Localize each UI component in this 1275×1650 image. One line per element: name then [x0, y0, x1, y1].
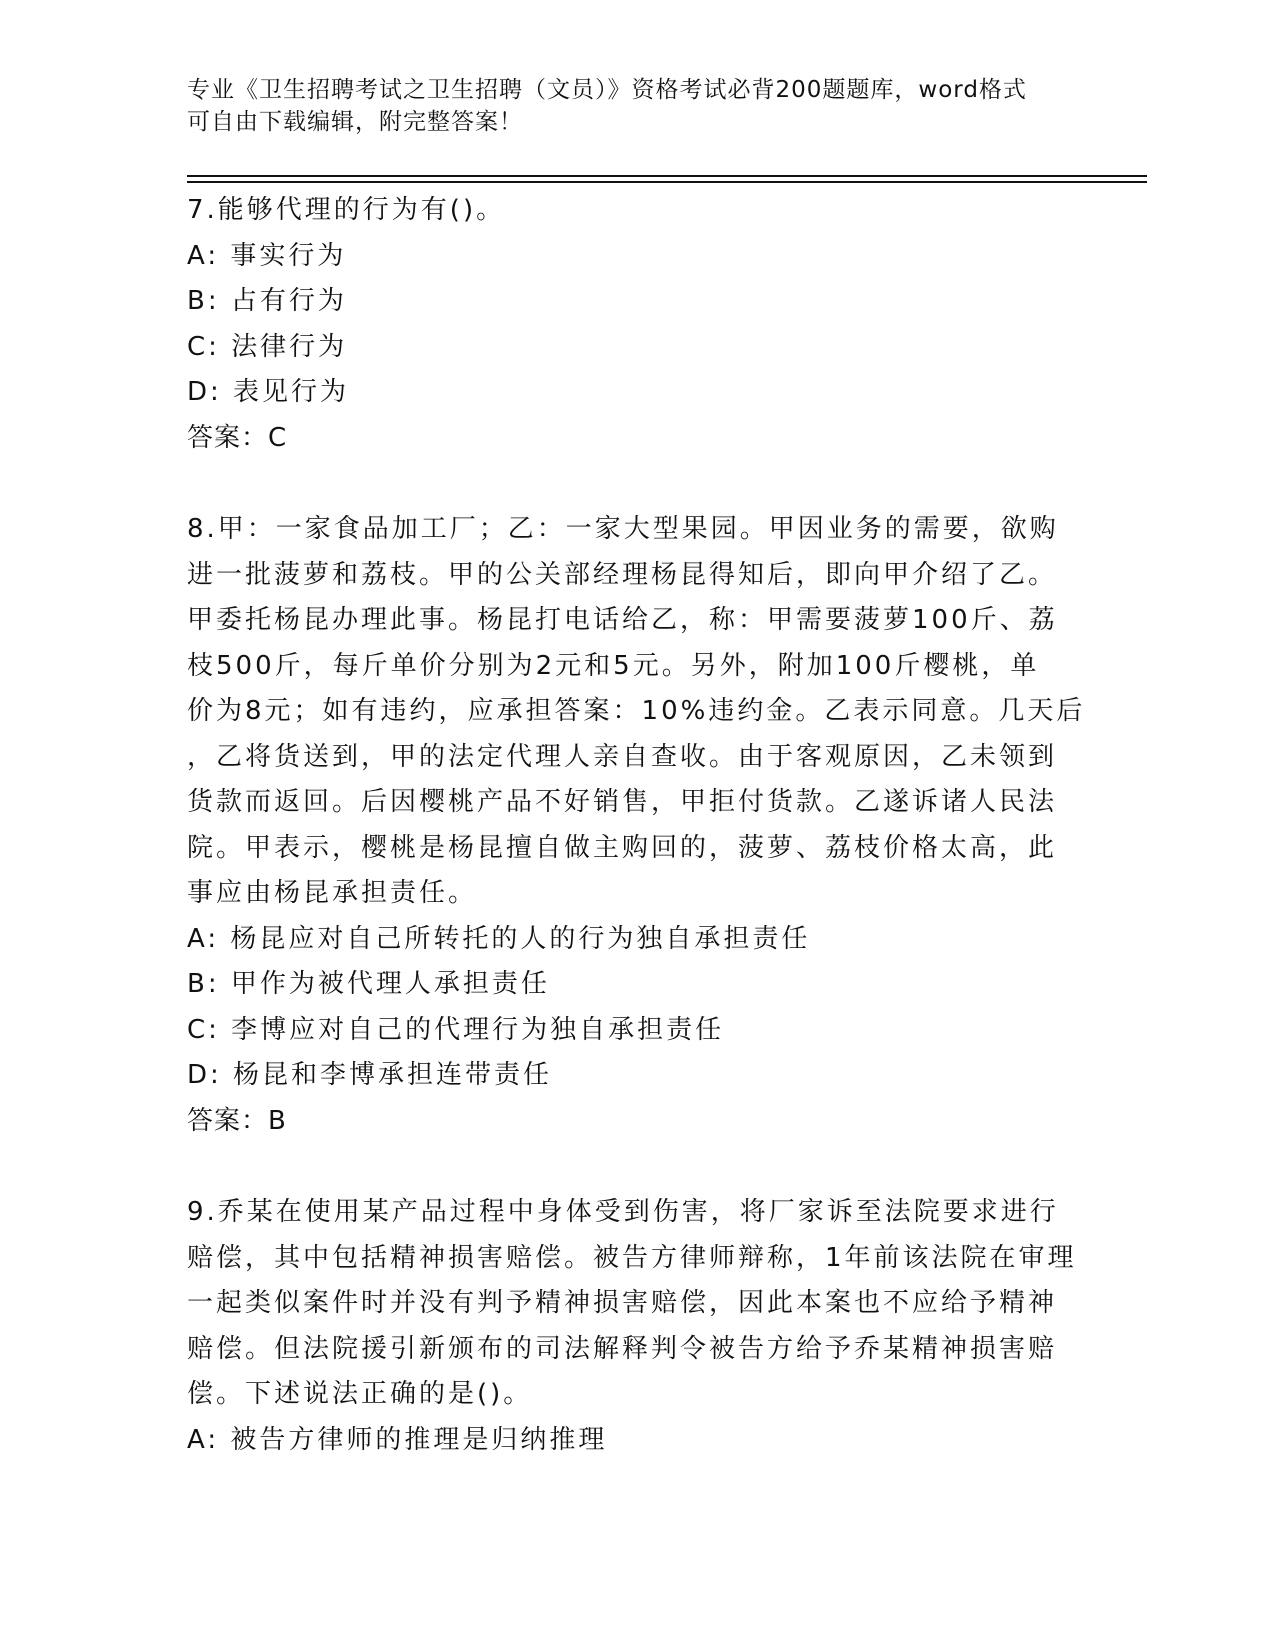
question-stem-line: 事应由杨昆承担责任。 [187, 878, 478, 908]
question-8 [187, 507, 1087, 1144]
header-line-1: 专业《卫生招聘考试之卫生招聘（文员）》资格考试必背200题题库，word格式 [187, 77, 1027, 103]
question-stem-line: 进一批菠萝和荔枝。甲的公关部经理杨昆得知后，即向甲介绍了乙。 [187, 559, 1058, 590]
question-stem-line: 枝500斤，每斤单价分别为2元和5元。另外，附加100斤樱桃，单 [187, 650, 1040, 681]
question-stem-line: 院。甲表示，樱桃是杨昆擅自做主购回的，菠萝、荔枝价格太高，此 [187, 832, 1058, 863]
question-stem-line: 赔偿，其中包括精神损害赔偿。被告方律师辩称，1年前该法院在审理 [187, 1242, 1077, 1273]
option-d: D: 表见行为 [187, 377, 350, 407]
option-d: D: 杨昆和李博承担连带责任 [187, 1060, 553, 1090]
header-line-2: 可自由下载编辑，附完整答案！ [187, 109, 523, 135]
question-stem-line: 一起类似案件时并没有判予精神损害赔偿，因此本案也不应给予精神 [187, 1288, 1058, 1318]
option-a: A: 被告方律师的推理是归纳推理 [187, 1424, 608, 1455]
question-stem-line: 偿。下述说法正确的是()。 [187, 1379, 533, 1409]
question-stem-line: 价为8元；如有违约，应承担答案：10%违约金。乙表示同意。几天后 [187, 696, 1086, 726]
document-header [187, 74, 1087, 138]
header-rule-bottom [187, 181, 1147, 183]
option-c: C: 李博应对自己的代理行为独自承担责任 [187, 1014, 725, 1045]
option-a: A: 事实行为 [187, 240, 347, 271]
question-stem-line: 8.甲：一家食品加工厂；乙：一家大型果园。甲因业务的需要，欲购 [187, 514, 1059, 544]
option-b: B: 甲作为被代理人承担责任 [187, 969, 550, 999]
question-stem-line: 赔偿。但法院援引新颁布的司法解释判令被告方给予乔某精神损害赔 [187, 1333, 1058, 1364]
question-stem-line: 货款而返回。后因樱桃产品不好销售，甲拒付货款。乙遂诉诸人民法 [187, 787, 1058, 817]
option-a: A: 杨昆应对自己所转托的人的行为独自承担责任 [187, 923, 811, 954]
option-c: C: 法律行为 [187, 331, 348, 362]
header-rule-top [187, 175, 1147, 177]
question-stem-line: 9.乔某在使用某产品过程中身体受到伤害，将厂家诉至法院要求进行 [187, 1197, 1059, 1227]
question-stem-line: 7.能够代理的行为有()。 [187, 195, 506, 225]
option-b: B: 占有行为 [187, 286, 347, 316]
question-list [187, 188, 1087, 1463]
question-stem-line: ，乙将货送到，甲的法定代理人亲自查收。由于客观原因，乙未领到 [187, 741, 1058, 772]
question-7 [187, 188, 1087, 461]
answer-line: 答案：C [187, 422, 288, 453]
question-stem-line: 甲委托杨昆办理此事。杨昆打电话给乙，称：甲需要菠萝100斤、荔 [187, 605, 1058, 635]
answer-line: 答案：B [187, 1105, 287, 1136]
question-9 [187, 1190, 1087, 1463]
